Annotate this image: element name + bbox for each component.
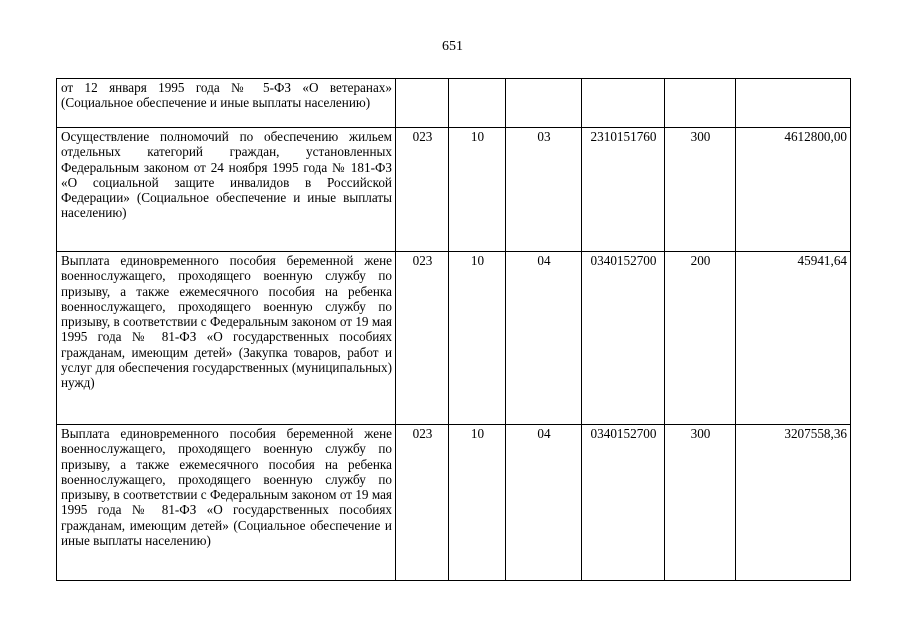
ministry-code-cell (396, 79, 449, 128)
row-description: от 12 января 1995 года № 5-ФЗ «О ветеранах» (Социальное обеспечение и иные выплаты населению) (57, 79, 396, 128)
ministry-code-cell: 023 (396, 425, 449, 581)
expense-type-cell (665, 79, 736, 128)
target-article-cell: 0340152700 (582, 425, 665, 581)
expense-type-cell: 300 (665, 425, 736, 581)
ministry-code-cell: 023 (396, 252, 449, 425)
section-code-cell: 10 (449, 128, 506, 252)
amount-cell (736, 79, 851, 128)
subsection-code-cell: 03 (506, 128, 582, 252)
row-description: Осуществление полномочий по обеспечению жильем отдельных категорий граждан, установленных Федеральным законом от 24 ноября 1995 года № 181-ФЗ «О социальной защите инвалидов в Российской Федерации» (Социальное обеспечение и иные выплаты населению) (57, 128, 396, 252)
amount-cell: 45941,64 (736, 252, 851, 425)
subsection-code-cell (506, 79, 582, 128)
subsection-code-cell: 04 (506, 425, 582, 581)
expense-type-cell: 300 (665, 128, 736, 252)
amount-cell: 3207558,36 (736, 425, 851, 581)
row-description: Выплата единовременного пособия беременной жене военнослужащего, проходящего военную службу по призыву, а также ежемесячного пособия на ребенка военнослужащего, проходящего военную службу по призыву, в соответствии с Федеральным законом от 19 мая 1995 года № 81-ФЗ «О государственных пособиях гражданам, имеющим детей» (Закупка товаров, работ и услуг для обеспечения государственных (муниципальных) нужд) (57, 252, 396, 425)
page-number: 651 (442, 39, 463, 54)
section-code-cell (449, 79, 506, 128)
section-code-cell: 10 (449, 425, 506, 581)
table-row (57, 128, 851, 252)
section-code-cell: 10 (449, 252, 506, 425)
expense-type-cell: 200 (665, 252, 736, 425)
target-article-cell: 0340152700 (582, 252, 665, 425)
subsection-code-cell: 04 (506, 252, 582, 425)
amount-cell: 4612800,00 (736, 128, 851, 252)
table-row (57, 79, 851, 128)
budget-table (56, 78, 851, 581)
target-article-cell (582, 79, 665, 128)
table-row (57, 252, 851, 425)
row-description: Выплата единовременного пособия беременной жене военнослужащего, проходящего военную службу по призыву, а также ежемесячного пособия на ребенка военнослужащего, проходящего военную службу по призыву, в соответствии с Федеральным законом от 19 мая 1995 года № 81-ФЗ «О государственных пособиях гражданам, имеющим детей» (Социальное обеспечение и иные выплаты населению) (57, 425, 396, 581)
table-row (57, 425, 851, 581)
ministry-code-cell: 023 (396, 128, 449, 252)
target-article-cell: 2310151760 (582, 128, 665, 252)
